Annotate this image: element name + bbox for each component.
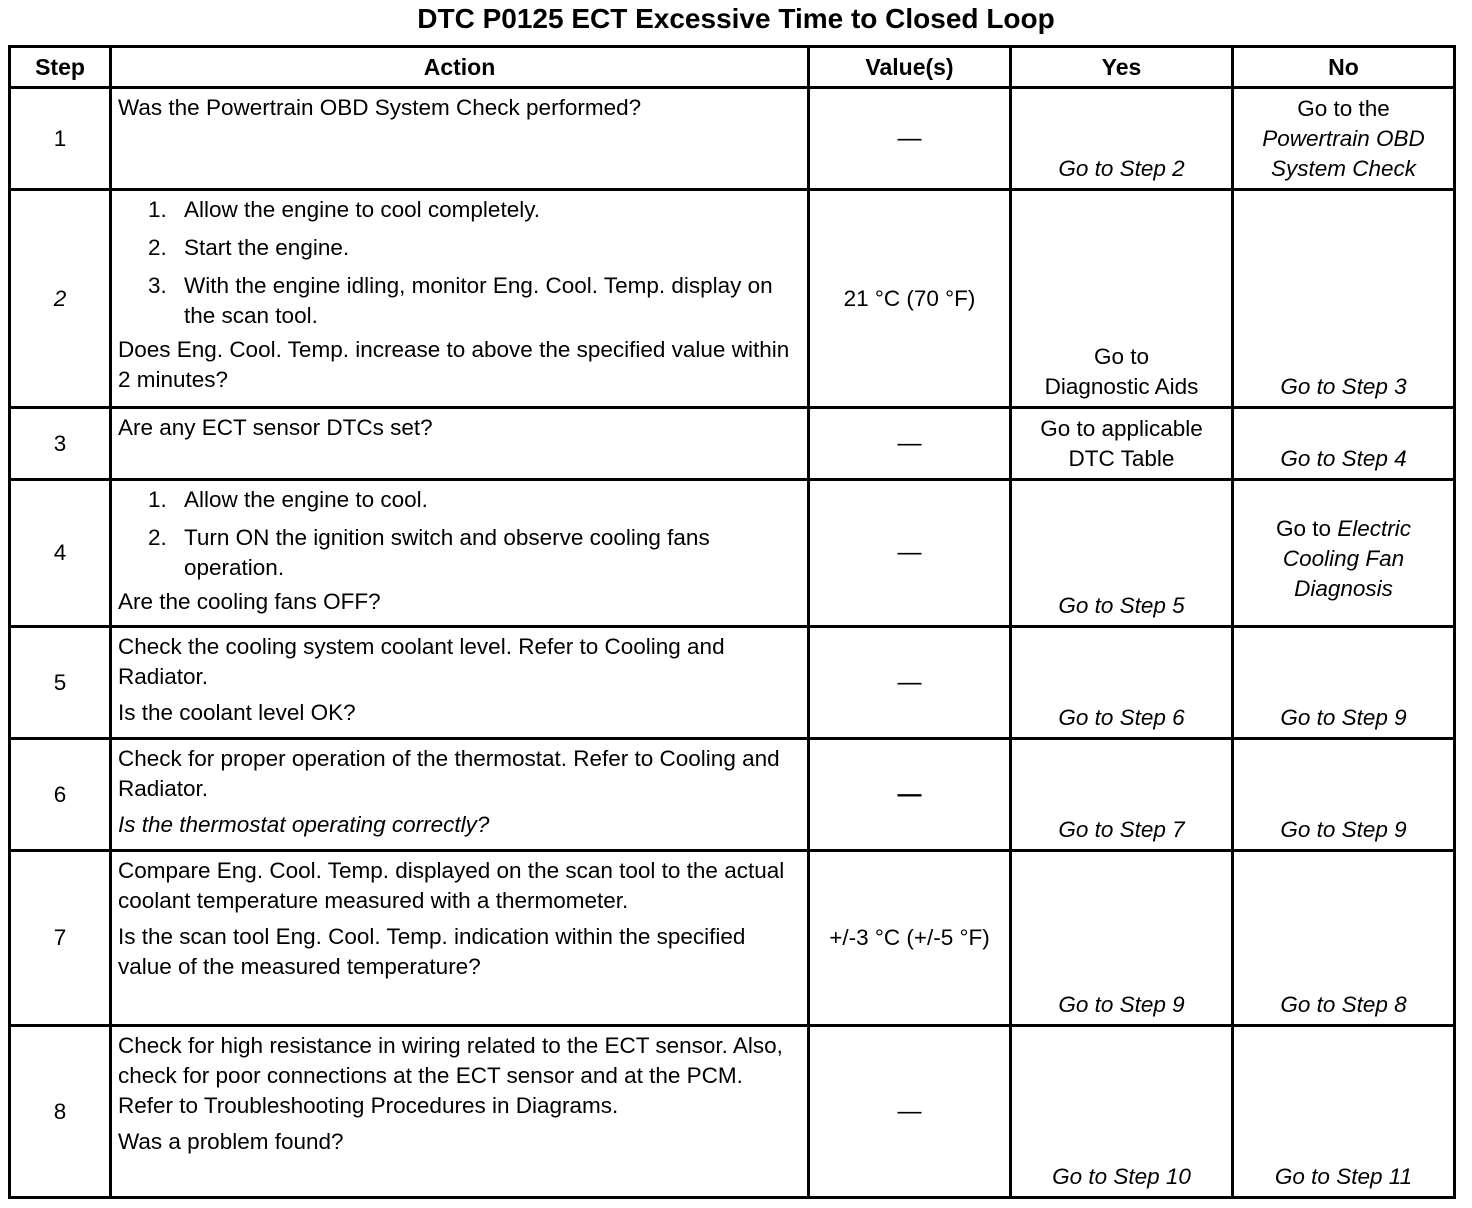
list-item (118, 271, 801, 331)
action-question: Is the coolant level OK? (118, 700, 356, 725)
action-cell (111, 851, 809, 1026)
step-number: 6 (10, 739, 111, 851)
yes-cell: Go to Step 2 (1011, 88, 1233, 190)
substep-number: 2. (148, 525, 167, 550)
no-cell: Go to Step 3 (1233, 190, 1455, 408)
yes-cell: Go to Step 7 (1011, 739, 1233, 851)
no-cell: Go to Step 9 (1233, 739, 1455, 851)
value-cell (809, 88, 1011, 190)
substep-text: Allow the engine to cool. (184, 487, 428, 512)
list-item (118, 485, 801, 515)
step-number: 3 (10, 408, 111, 480)
table-row (10, 408, 1455, 480)
substep-text: Turn ON the ignition switch and observe cooling fans operation. (184, 525, 710, 580)
substep-list (118, 485, 801, 583)
substep-number: 1. (148, 197, 167, 222)
column-header-no: No (1233, 47, 1455, 88)
value-cell (809, 480, 1011, 627)
yes-cell: Go to Step 5 (1011, 480, 1233, 627)
step-number: 2 (10, 190, 111, 408)
yes-text: Go to (1093, 344, 1150, 369)
action-text: Check for proper operation of the thermostat. Refer to Cooling and Radiator. (118, 746, 780, 801)
column-header-step: Step (10, 47, 111, 88)
value-cell (809, 739, 1011, 851)
substep-text: Start the engine. (184, 235, 350, 260)
substep-text: Allow the engine to cool completely. (184, 197, 541, 222)
no-link-text: Powertrain OBD (1262, 126, 1425, 151)
value-text: — (897, 1097, 922, 1125)
step-number: 1 (10, 88, 111, 190)
value-cell (809, 627, 1011, 739)
yes-cell: Go to Step 10 (1011, 1026, 1233, 1198)
value-text: — (897, 124, 922, 152)
step-number: 5 (10, 627, 111, 739)
no-cell: Go to Step 9 (1233, 627, 1455, 739)
value-cell: +/-3 °C (+/-5 °F) (809, 851, 1011, 1026)
yes-cell: Go to Step 6 (1011, 627, 1233, 739)
table-row (10, 88, 1455, 190)
value-cell: 21 °C (70 °F) (809, 190, 1011, 408)
table-row (10, 1026, 1455, 1198)
action-text: Are the cooling fans OFF? (118, 589, 381, 614)
yes-cell (1011, 408, 1233, 480)
no-cell (1233, 480, 1455, 627)
column-header-value: Value(s) (809, 47, 1011, 88)
step-number: 7 (10, 851, 111, 1026)
table-row (10, 739, 1455, 851)
table-row (10, 851, 1455, 1026)
no-cell: Go to Step 11 (1233, 1026, 1455, 1198)
action-question: Is the scan tool Eng. Cool. Temp. indication within the specified value of the measured temperature? (118, 924, 746, 979)
column-header-yes: Yes (1011, 47, 1233, 88)
action-cell (111, 480, 809, 627)
action-text: Check the cooling system coolant level. Refer to Cooling and Radiator. (118, 634, 725, 689)
page-title: DTC P0125 ECT Excessive Time to Closed Loop (417, 3, 1055, 34)
action-cell (111, 739, 809, 851)
no-cell: Go to Step 4 (1233, 408, 1455, 480)
no-link-text: System Check (1270, 156, 1417, 181)
table-row (10, 190, 1455, 408)
no-cell: Go to Step 8 (1233, 851, 1455, 1026)
yes-text: Go to applicable (1040, 416, 1203, 441)
action-text: Does Eng. Cool. Temp. increase to above the specified value within 2 minutes? (118, 337, 790, 392)
no-text: Go to (1275, 516, 1331, 541)
no-text: Go to the (1297, 96, 1390, 121)
substep-list (118, 195, 801, 331)
no-link-text: Electric Cooling Fan Diagnosis (1282, 516, 1412, 601)
action-question: Was a problem found? (118, 1129, 344, 1154)
no-cell (1233, 88, 1455, 190)
substep-text: With the engine idling, monitor Eng. Cool. Temp. display on the scan tool. (184, 273, 773, 328)
yes-cell (1011, 190, 1233, 408)
list-item (118, 233, 801, 263)
step-number: 8 (10, 1026, 111, 1198)
substep-number: 1. (148, 487, 167, 512)
column-header-action: Action (111, 47, 809, 88)
yes-cell: Go to Step 9 (1011, 851, 1233, 1026)
value-text: — (897, 780, 922, 808)
substep-number: 3. (148, 273, 167, 298)
list-item (118, 195, 801, 225)
action-cell (111, 408, 809, 480)
table-header-row (10, 47, 1455, 88)
action-cell (111, 1026, 809, 1198)
action-cell (111, 88, 809, 190)
action-text: Check for high resistance in wiring related to the ECT sensor. Also, check for poor connections at the ECT sensor and at the PCM. Refer to Troubleshooting Procedures in Diagrams. (118, 1033, 783, 1118)
action-text: Was the Powertrain OBD System Check performed? (118, 95, 642, 120)
action-text: Compare Eng. Cool. Temp. displayed on the scan tool to the actual coolant temperature measured with a thermometer. (118, 858, 785, 913)
yes-text: Diagnostic Aids (1044, 374, 1199, 399)
action-cell (111, 190, 809, 408)
value-text: — (897, 668, 922, 696)
substep-number: 2. (148, 235, 167, 260)
action-question: Is the thermostat operating correctly? (118, 812, 490, 837)
value-cell (809, 408, 1011, 480)
value-text: — (897, 539, 922, 566)
table-row (10, 480, 1455, 627)
yes-text: DTC Table (1068, 446, 1175, 471)
value-cell (809, 1026, 1011, 1198)
step-number: 4 (10, 480, 111, 627)
action-cell (111, 627, 809, 739)
action-text: Are any ECT sensor DTCs set? (118, 415, 433, 440)
diagnostic-table (8, 45, 1456, 1199)
list-item (118, 523, 801, 583)
table-row (10, 627, 1455, 739)
value-text: — (897, 429, 922, 457)
